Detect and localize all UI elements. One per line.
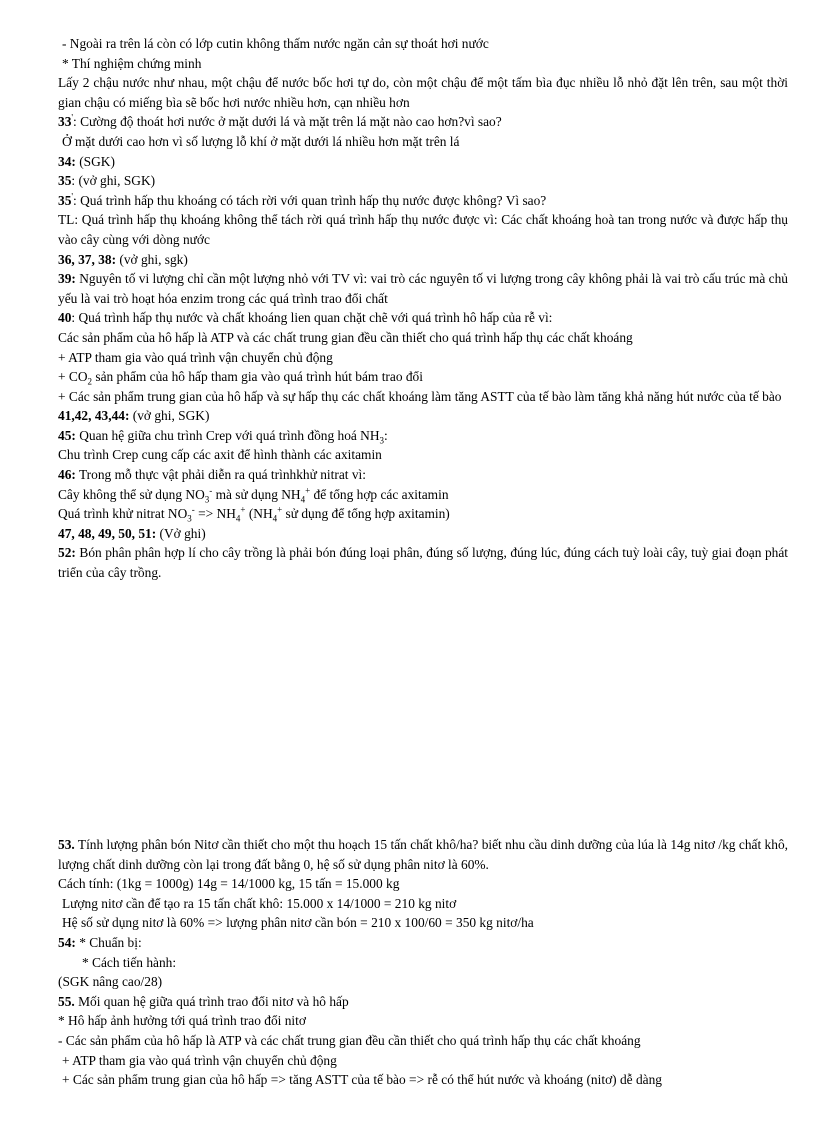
q45-line-1: Chu trình Crep cung cấp các axit để hình thành các axitamin: [58, 447, 382, 463]
q53-line-2: Lượng nitơ cần để tạo ra 15 tấn chất khô: 15.000 x 14/1000 = 210 kg nitơ: [62, 895, 457, 911]
q54-line-1: * Cách tiến hành:: [82, 954, 177, 970]
q46-line-1: Cây không thể sử dụng $NO_3^-$ mà sử dụng $NH_4^+$ để tổng hợp các axitamin: [58, 485, 449, 505]
experiment-text: Lấy 2 chậu nước như nhau, một chậu để nước bốc hơi tự do, còn một chậu để một tấm bìa đục nhiều lỗ nhỏ đặt lên trên, sau một thời gian chậu có miếng bìa sẽ bốc hơi nước nhiều hơn, cạn nhiều hơn: [58, 75, 788, 110]
question-35b: 35': Quá trình hấp thu khoáng có tách rời với quan trình hấp thụ nước được không? Vì sao?: [58, 191, 547, 208]
q40-line-4: + Các sản phẩm trung gian của hô hấp và sự hấp thụ các chất khoáng làm tăng ASTT của tế bào làm tăng khả năng hút nước của tế bào: [58, 388, 782, 404]
question-46: 46: Trong mỗ thực vật phải diễn ra quá trìnhkhử nitrat vì:: [58, 467, 366, 483]
question-36-38: 36, 37, 38: (vở ghi, sgk): [58, 251, 188, 267]
question-39: 39: Nguyên tố vi lượng chỉ cần một lượng nhỏ với TV vì: vai trò các nguyên tố vi lượng trong cây không phải là vai trò cấu trúc mà chủ yếu là vai trò hoạt hóa enzim trong các quá trình trao đổi chất: [58, 271, 788, 306]
answer-33: Ở mặt dưới cao hơn vì số lượng lỗ khí ở mặt dưới lá nhiều hơn mặt trên lá: [62, 133, 460, 149]
q54-line-2: (SGK nâng cao/28): [58, 974, 163, 990]
answer-35b: TL: Quá trình hấp thụ khoáng không thể tách rời quá trình hấp thụ nước được vì: Các chất khoáng hoà tan trong nước và được hấp thụ vào cây cùng với dòng nước: [58, 212, 788, 247]
q55-line-1: * Hô hấp ảnh hưởng tới quá trình trao đổi nitơ: [58, 1013, 306, 1029]
question-33: 33': Cường độ thoát hơi nước ở mặt dưới lá và mặt trên lá mặt nào cao hơn?vì sao?: [58, 112, 502, 130]
question-47-51: 47, 48, 49, 50, 51: (Vở ghi): [58, 525, 206, 541]
q53-line-1: Cách tính: (1kg = 1000g) 14g = 14/1000 kg, 15 tấn = 15.000 kg: [58, 876, 400, 892]
bottom-section: [58, 835, 788, 1090]
question-52: 52: Bón phân phân hợp lí cho cây trồng là phải bón đúng loại phân, đúng số lượng, đúng lúc, đúng cách tuỳ loài cây, tuỳ giai đoạn phát triển của cây trồng.: [58, 545, 788, 581]
top-section: [58, 34, 788, 583]
question-40: 40: Quá trình hấp thụ nước và chất khoáng lien quan chặt chẽ với quá trình hô hấp của rễ vì:: [58, 310, 553, 326]
question-35: 35: (vở ghi, SGK): [58, 173, 156, 189]
question-41-44: 41,42, 43,44: (vở ghi, SGK): [58, 408, 210, 424]
q40-line-2: + ATP tham gia vào quá trình vận chuyển chủ động: [58, 349, 333, 365]
q46-line-2: Quá trình khử nitrat $NO_3^- => NH_4^+$ ($NH_4^+$ sử dụng để tổng hợp axitamin): [58, 504, 450, 524]
q55-line-3: + ATP tham gia vào quá trình vận chuyển chủ động: [62, 1052, 337, 1068]
question-53: 53. Tính lượng phân bón Nitơ cần thiết cho một thu hoạch 15 tấn chất khô/ha? biết nhu cầu dinh dưỡng của lúa là 14g nitơ /kg chất khô, lượng chất dinh dưỡng còn lại trong đất bằng 0, hệ số sử dụng phân nitơ là 60%.: [58, 837, 788, 872]
q53-line-3: Hệ số sử dụng nitơ là 60% => lượng phân nitơ cần bón = 210 x 100/60 = 350 kg nitơ/ha: [62, 915, 534, 931]
question-54: 54: * Chuẩn bị:: [58, 934, 142, 950]
cutin-line: - Ngoài ra trên lá còn có lớp cutin không thấm nước ngăn cản sự thoát hơi nước: [62, 36, 489, 51]
q55-line-2: - Các sản phẩm của hô hấp là ATP và các chất trung gian đều cần thiết cho quá trình hấp thụ các chất khoáng: [58, 1032, 641, 1048]
q55-line-4: + Các sản phẩm trung gian của hô hấp => tăng ASTT của tế bào => rễ có thể hút nước và khoáng (nitơ) dễ dàng: [62, 1072, 662, 1088]
q40-line-1: Các sản phẩm của hô hấp là ATP và các chất trung gian đều cần thiết cho quá trình hấp thụ các chất khoáng: [58, 329, 633, 345]
q40-line-3: + $CO_2$ sản phẩm của hô hấp tham gia vào quá trình hút bám trao đổi: [58, 369, 423, 387]
question-34: 34: (SGK): [58, 153, 115, 169]
experiment-heading: * Thí nghiệm chứng minh: [62, 55, 202, 71]
question-45: 45: Quan hệ giữa chu trình Crep với quá trình đồng hoá $NH_3$:: [58, 427, 388, 446]
question-55: 55. Mối quan hệ giữa quá trình trao đổi nitơ và hô hấp: [58, 993, 349, 1009]
